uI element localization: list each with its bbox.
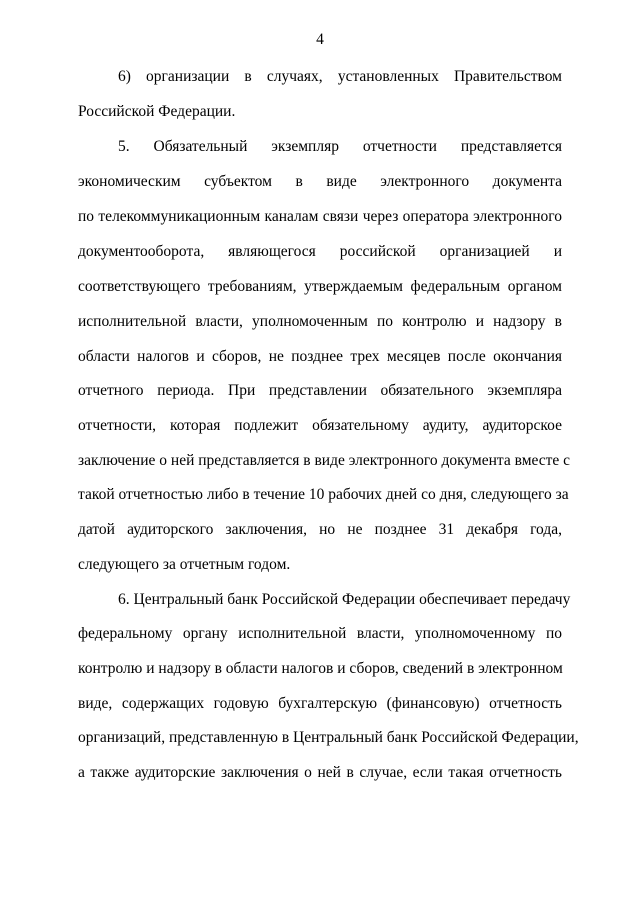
text-line: заключение о ней представляется в виде электронного документа вместе с <box>78 452 571 469</box>
text-line: следующего за отчетным годом. <box>78 556 291 573</box>
text-line: соответствующего требованиям, утверждаемым федеральным органом <box>78 278 562 295</box>
text-line: отчетности, которая подлежит обязательному аудиту, аудиторское <box>78 417 562 434</box>
text-line: 6) организации в случаях, установленных Правительством <box>118 68 562 85</box>
text-line: области налогов и сборов, не позднее трех месяцев после окончания <box>78 348 562 365</box>
text-line: организаций, представленную в Центральный банк Российской Федерации, <box>78 729 579 746</box>
text-line: датой аудиторского заключения, но не позднее 31 декабря года, <box>78 521 562 538</box>
text-line: экономическим субъектом в виде электронного документа <box>78 173 562 190</box>
text-line: контролю и надзору в области налогов и сборов, сведений в электронном <box>78 660 563 677</box>
text-line: виде, содержащих годовую бухгалтерскую (финансовую) отчетность <box>78 695 562 712</box>
text-line: 6. Центральный банк Российской Федерации обеспечивает передачу <box>118 591 571 608</box>
text-line: а также аудиторские заключения о ней в случае, если такая отчетность <box>78 764 562 781</box>
text-line: исполнительной власти, уполномоченным по контролю и надзору в <box>78 313 562 330</box>
page-number: 4 <box>316 31 324 48</box>
text-line: отчетного периода. При представлении обязательного экземпляра <box>78 382 562 399</box>
text-line: Российской Федерации. <box>78 103 236 120</box>
text-line: 5. Обязательный экземпляр отчетности представляется <box>118 138 562 155</box>
text-line: такой отчетностью либо в течение 10 рабочих дней со дня, следующего за <box>78 486 569 503</box>
text-line: по телекоммуникационным каналам связи через оператора электронного <box>78 208 562 225</box>
text-line: документооборота, являющегося российской организацией и <box>78 243 562 260</box>
text-line: федеральному органу исполнительной власти, уполномоченному по <box>78 625 562 642</box>
